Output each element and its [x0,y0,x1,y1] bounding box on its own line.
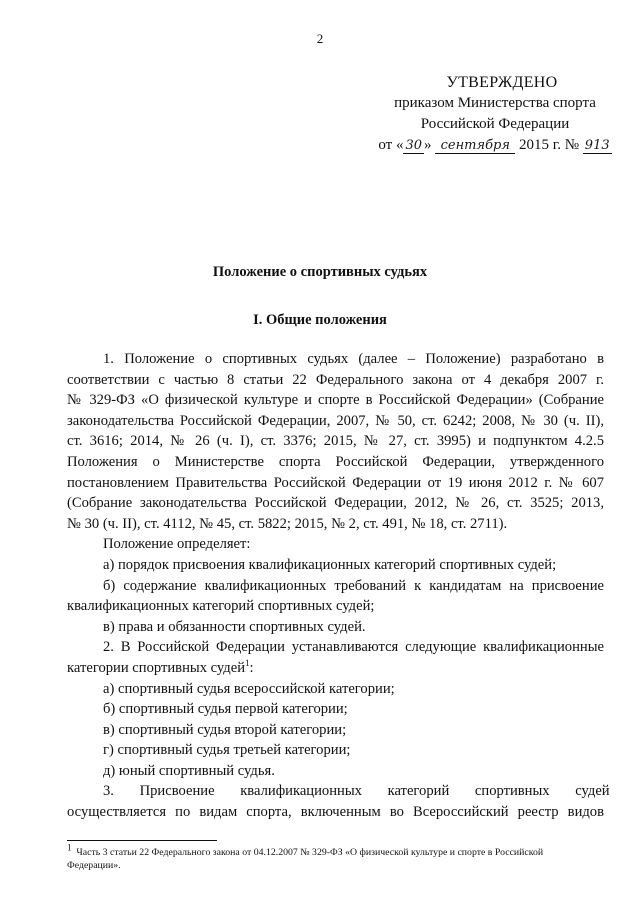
p1-line: постановлением Правительства Российской Федерации от 19 июня 2012 г. № 607 [67,474,604,491]
handwritten-number: 913 [584,138,610,153]
approval-block [360,72,630,156]
category-item: д) юный спортивный судья. [103,762,275,779]
p3-line: осуществляется по видам спорта, включенным во Всероссийский реестр видов [67,804,604,821]
list-item-continuation: квалификационных категорий спортивных судей; [67,598,375,615]
approval-date-line [360,135,630,156]
category-item: б) спортивный судья первой категории; [103,701,348,718]
list-item: а) порядок присвоения квалификационных категорий спортивных судей; [103,556,557,573]
approval-stamp: УТВЕРЖДЕНО [446,74,558,91]
list-item: б) содержание квалификационных требований к кандидатам на присвоение [103,577,604,594]
p2-text: категории спортивных судей [67,659,246,676]
date-prefix: от « [378,137,404,153]
category-item: в) спортивный судья второй категории; [103,721,347,738]
p1-line: законодательства Российской Федерации, 2007, № 50, ст. 6242; 2008, № 30 (ч. II), [67,412,604,429]
p1-line: ст. 3616; 2014, № 26 (ч. I), ст. 3376; 2015, № 27, ст. 3995) и подпунктом 4.2.5 [67,433,604,450]
footnote-divider [67,840,217,841]
category-item: а) спортивный судья всероссийской категории; [103,680,395,697]
footnote [67,842,607,872]
document-body [67,349,610,823]
footnote-mark: 1 [67,842,72,853]
p2-line [67,658,604,679]
p2-colon: : [249,659,254,676]
p2-line: 2. В Российской Федерации устанавливаются следующие квалификационные [103,639,604,656]
footnote-text: Часть 3 статьи 22 Федерального закона от 04.12.2007 № 329-ФЗ «О физической культуре и спорте в Российской [76,847,544,858]
p1-line: (Собрание законодательства Российской Федерации, 2012, № 26, ст. 3525; 2013, [67,495,604,512]
category-item: г) спортивный судья третьей категории; [103,742,351,759]
p1-line: соответствии с частью 8 статьи 22 Федерального закона от 4 декабря 2007 г. [67,371,604,388]
p1-line: № 30 (ч. II), ст. 4112, № 45, ст. 5822; 2015, № 2, ст. 491, № 18, ст. 2711). [67,515,508,532]
p3-line: 3. Присвоение квалификационных категорий спортивных судей [103,783,610,800]
section-heading: I. Общие положения [253,312,387,328]
handwritten-day: 30 [405,138,423,153]
p1-line: № 329-ФЗ «О физической культуре и спорте в Российской Федерации» (Собрание [67,392,604,409]
footnote-line [67,842,607,859]
date-year: 2015 г. № [519,137,580,153]
p1-line: 1. Положение о спортивных судьях (далее – Положение) разработано в [103,351,604,367]
page-number: 2 [316,31,324,46]
footnote-ref: 1 [245,658,250,669]
handwritten-month: сентября [435,138,515,154]
date-mid: » [424,137,432,153]
approval-line-1: приказом Министерства спорта [394,95,596,111]
approval-line-2: Российской Федерации [420,116,570,132]
defines-line: Положение определяет: [103,536,251,553]
document-title: Положение о спортивных судьях [212,264,428,280]
footnote-line: Федерации». [67,860,121,871]
list-item: в) права и обязанности спортивных судей. [103,618,366,635]
p1-line: Положения о Министерстве спорта Российской Федерации, утвержденного [67,453,604,470]
